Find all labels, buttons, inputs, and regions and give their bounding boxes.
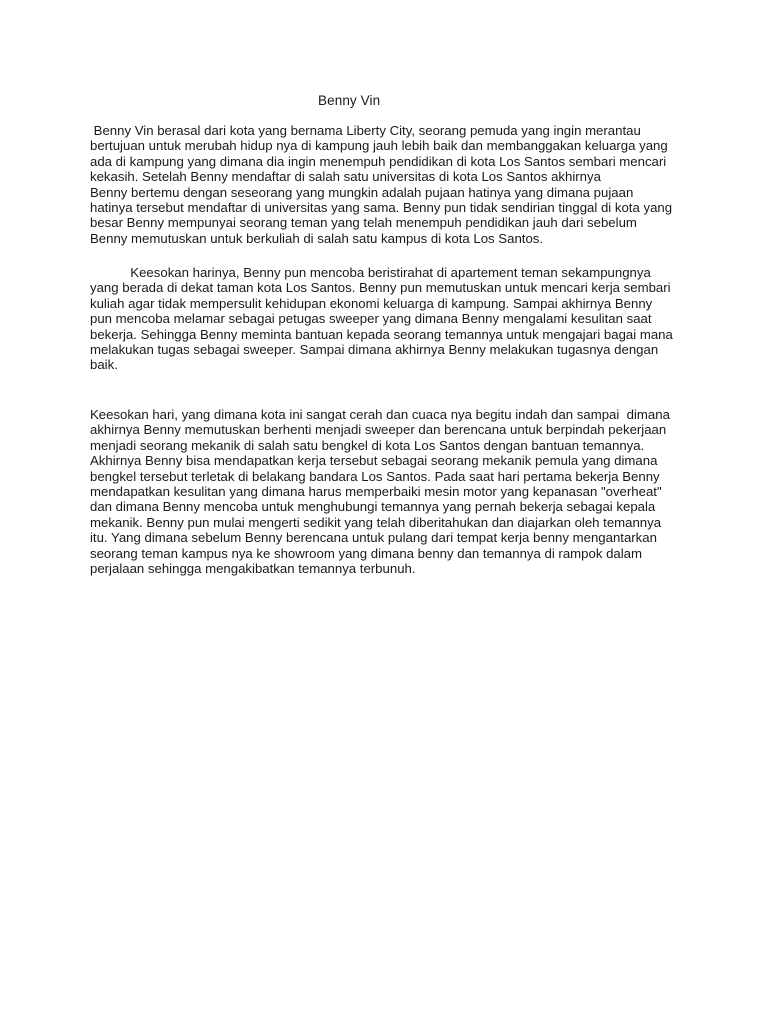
paragraph-2 <box>90 265 690 373</box>
paragraph-line: yang berada di dekat taman kota Los Santos. Benny pun memutuskan untuk mencari kerja sembari <box>90 280 671 296</box>
paragraph-line: perjalaan sehingga mengakibatkan temannya terbunuh. <box>90 561 416 577</box>
paragraph-line: ada di kampung yang dimana dia ingin menempuh pendidikan di kota Los Santos sembari mencari <box>90 153 667 169</box>
paragraph-line: Akhirnya Benny bisa mendapatkan kerja tersebut sebagai seorang mekanik pemula yang dimana <box>90 453 658 469</box>
paragraph-line: mekanik. Benny pun mulai mengerti sedikit yang telah diberitahukan dan diajarkan oleh temannya <box>90 514 662 530</box>
paragraph-line: Keesokan hari, yang dimana kota ini sangat cerah dan cuaca nya begitu indah dan sampai dimana <box>90 407 670 422</box>
document-title: Benny Vin <box>318 93 381 108</box>
paragraph-line: menjadi seorang mekanik di salah satu bengkel di kota Los Santos dengan bantuan temannya. <box>90 437 645 453</box>
paragraph-line: besar Benny mempunyai seorang teman yang telah menempuh pendidikan jauh dari sebelum <box>90 215 637 231</box>
paragraph-line: Benny memutuskan untuk berkuliah di salah satu kampus di kota Los Santos. <box>90 230 544 246</box>
paragraph-3 <box>90 407 690 576</box>
paragraph-line: hatinya tersebut mendaftar di universitas yang sama. Benny pun tidak sendirian tinggal di kota yang <box>90 200 673 216</box>
paragraph-line: Benny Vin berasal dari kota yang bernama Liberty City, seorang pemuda yang ingin merantau <box>90 123 641 138</box>
paragraph-line: seorang teman kampus nya ke showroom yang dimana benny dan temannya di rampok dalam <box>90 545 642 561</box>
paragraph-line: itu. Yang dimana sebelum Benny berencana untuk pulang dari tempat kerja benny mengantarkan <box>90 530 657 546</box>
paragraph-line: bertujuan untuk merubah hidup nya di kampung jauh lebih baik dan membanggakan keluarga yang <box>90 138 668 154</box>
paragraph-line: mendapatkan kesulitan yang dimana harus memperbaiki mesin motor yang kepanasan "overheat" <box>90 484 662 500</box>
paragraph-line: kuliah agar tidak mempersulit kehidupan ekonomi keluarga di kampung. Sampai akhirnya Benny <box>90 295 653 311</box>
paragraph-1 <box>90 123 690 246</box>
paragraph-line: akhirnya Benny memutuskan berhenti menjadi sweeper dan berencana untuk berpindah pekerjaan <box>90 422 667 438</box>
paragraph-line: Keesokan harinya, Benny pun mencoba beristirahat di apartement teman sekampungnya <box>90 265 651 280</box>
paragraph-line: pun mencoba melamar sebagai petugas sweeper yang dimana Benny mengalami kesulitan saat <box>90 311 652 327</box>
paragraph-line: baik. <box>90 357 118 373</box>
paragraph-line: bekerja. Sehingga Benny meminta bantuan kepada seorang temannya untuk mengajari bagai mana <box>90 326 673 342</box>
paragraph-line: melakukan tugas sebagai sweeper. Sampai dimana akhirnya Benny melakukan tugasnya dengan <box>90 342 659 358</box>
paragraph-line: kekasih. Setelah Benny mendaftar di salah satu universitas di kota Los Santos akhirnya <box>90 169 601 185</box>
paragraph-line: bengkel tersebut terletak di belakang bandara Los Santos. Pada saat hari pertama bekerja Benny <box>90 468 660 484</box>
paragraph-line: Benny bertemu dengan seseorang yang mungkin adalah pujaan hatinya yang dimana pujaan <box>90 184 634 200</box>
paragraph-line: dan dimana Benny mencoba untuk menghubungi temannya yang pernah bekerja sebagai kepala <box>90 499 656 515</box>
